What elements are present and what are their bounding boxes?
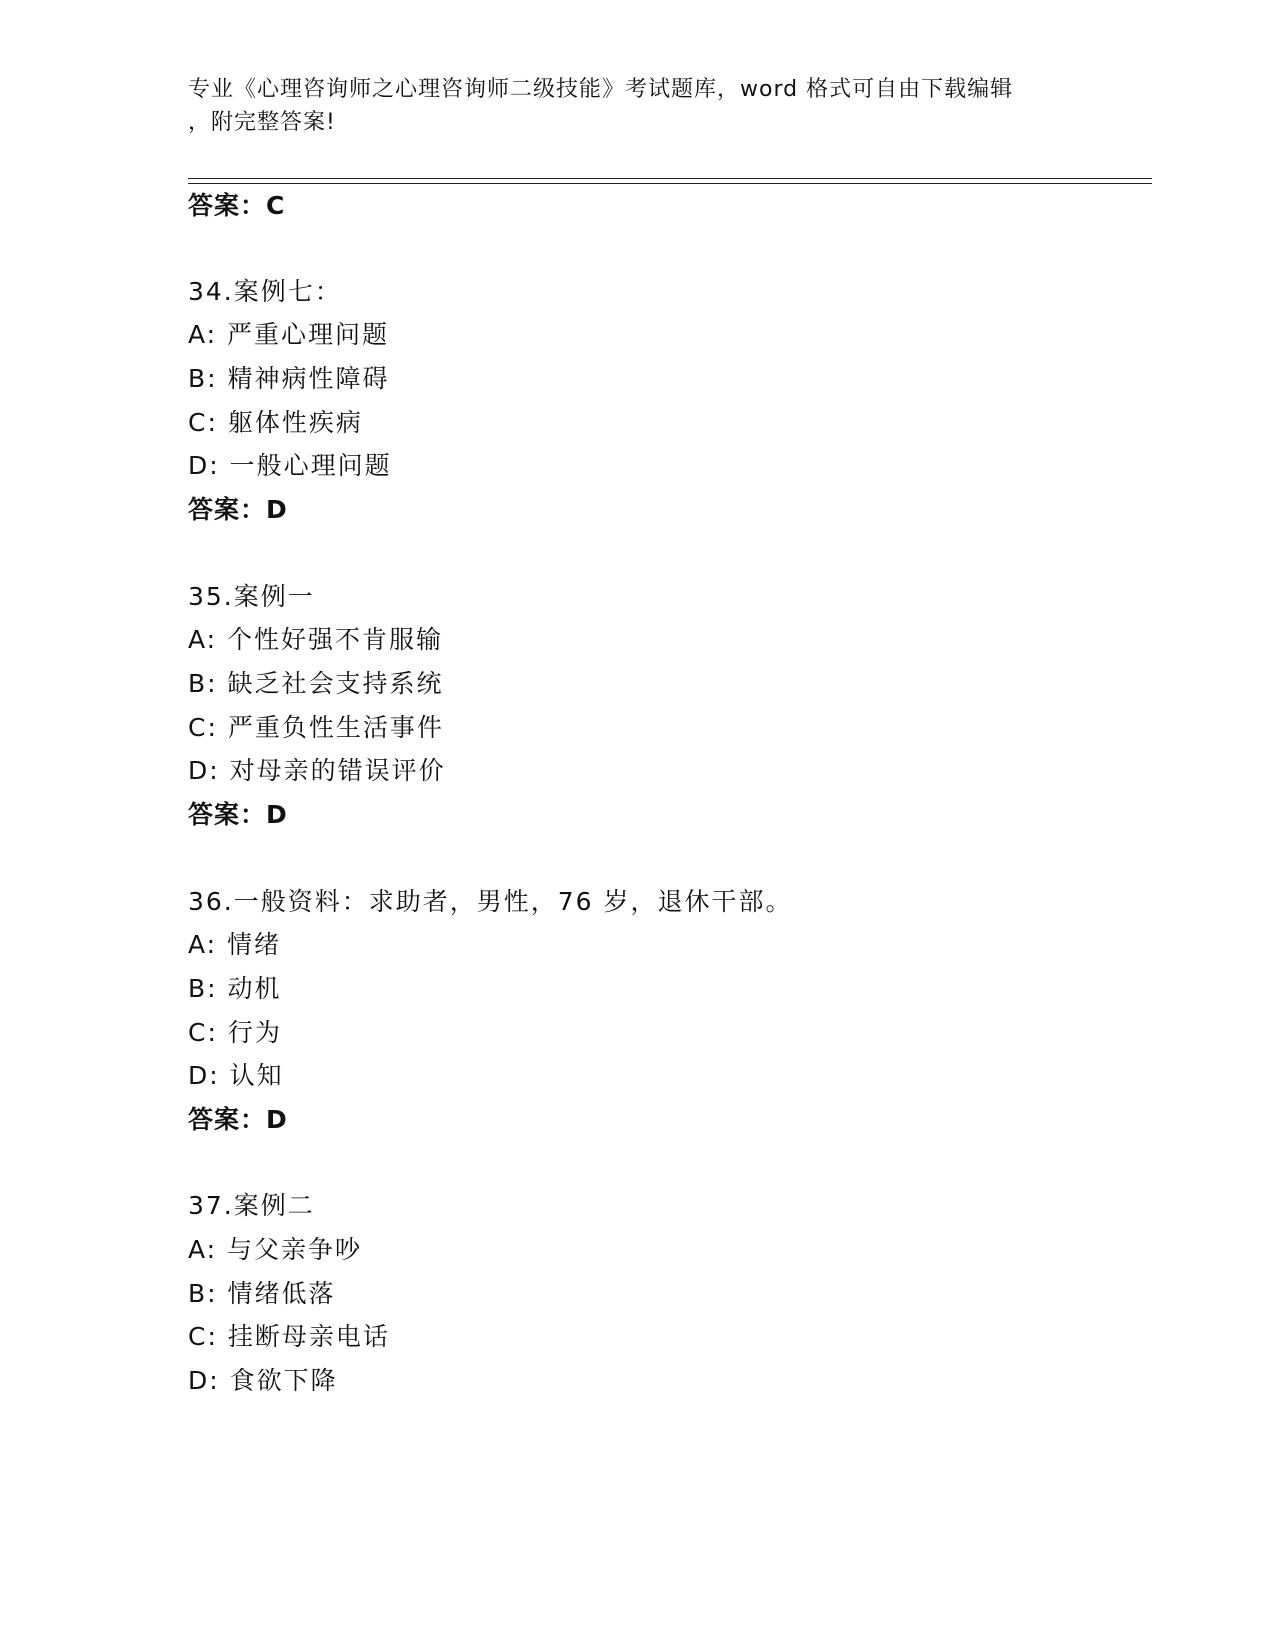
option-c: C: 行为 [188, 1018, 282, 1047]
document-header [188, 73, 1068, 139]
option-d: D: 一般心理问题 [188, 451, 392, 480]
option-c: C: 挂断母亲电话 [188, 1322, 390, 1351]
answer-line: 答案：D [188, 495, 288, 524]
answer-line: 答案：D [188, 1105, 288, 1134]
answer-line: 答案：C [188, 191, 286, 220]
question-title: 35.案例一 [188, 582, 315, 611]
option-b: B: 缺乏社会支持系统 [188, 669, 444, 698]
option-d: D: 认知 [188, 1061, 284, 1090]
answer-line: 答案：D [188, 800, 288, 829]
header-line-1: 专业《心理咨询师之心理咨询师二级技能》考试题库，word 格式可自由下载编辑 [188, 77, 1014, 102]
question-title: 34.案例七： [188, 277, 342, 306]
option-b: B: 精神病性障碍 [188, 364, 390, 393]
option-a: A: 与父亲争吵 [188, 1235, 363, 1264]
question-title: 36.一般资料：求助者，男性，76 岁，退休干部。 [188, 887, 793, 916]
header-line-2: ，附完整答案! [188, 110, 336, 135]
option-c: C: 严重负性生活事件 [188, 713, 444, 742]
option-a: A: 严重心理问题 [188, 320, 390, 349]
header-divider-top [188, 178, 1152, 179]
header-divider-bottom [188, 183, 1152, 184]
option-d: D: 对母亲的错误评价 [188, 756, 446, 785]
question-title: 37.案例二 [188, 1191, 315, 1220]
option-a: A: 个性好强不肯服输 [188, 625, 444, 654]
option-b: B: 动机 [188, 974, 282, 1003]
option-c: C: 躯体性疾病 [188, 408, 363, 437]
option-d: D: 食欲下降 [188, 1366, 338, 1395]
option-b: B: 情绪低落 [188, 1279, 336, 1308]
option-a: A: 情绪 [188, 930, 282, 959]
